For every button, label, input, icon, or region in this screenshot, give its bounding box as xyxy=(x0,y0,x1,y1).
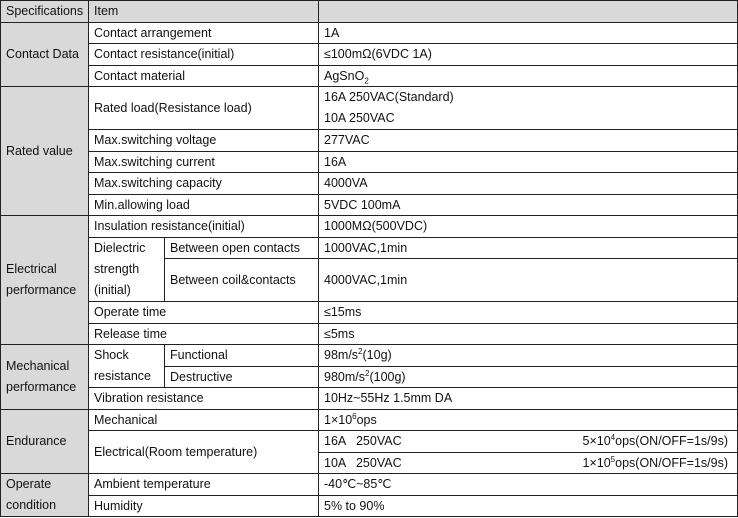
group-line: performance xyxy=(6,283,77,297)
superscript: 6 xyxy=(352,411,357,421)
value-text: 980m/s xyxy=(324,369,365,384)
endurance-line xyxy=(324,433,732,449)
table-row xyxy=(1,194,738,216)
life-pre: 5×10 xyxy=(582,434,611,449)
superscript: 4 xyxy=(610,433,616,443)
group-line: condition xyxy=(6,498,57,512)
table-row xyxy=(1,431,738,453)
table-row xyxy=(1,495,738,517)
item-cell: Max.switching capacity xyxy=(89,173,319,195)
table-row xyxy=(1,44,738,66)
value-cell xyxy=(319,452,738,474)
shock-resistance-label xyxy=(89,345,165,388)
table-row xyxy=(1,130,738,152)
value-cell: 4000VA xyxy=(319,173,738,195)
value-cell: ≤15ms xyxy=(319,302,738,324)
label-line: resistance xyxy=(94,369,151,383)
load-text: 10A 250VAC xyxy=(324,455,402,470)
header-value xyxy=(319,1,738,23)
value-cell: -40℃~85℃ xyxy=(319,474,738,496)
value-text: 1×10 xyxy=(324,412,353,427)
value-cell: ≤100mΩ(6VDC 1A) xyxy=(319,44,738,66)
value-cell: 10Hz~55Hz 1.5mm DA xyxy=(319,388,738,410)
table-row xyxy=(1,345,738,367)
subscript: 2 xyxy=(364,76,369,86)
table-row xyxy=(1,409,738,431)
value-cell xyxy=(319,366,738,388)
table-row xyxy=(1,216,738,238)
item-cell: Mechanical xyxy=(89,409,319,431)
value-cell: 5% to 90% xyxy=(319,495,738,517)
item-cell: Contact resistance(initial) xyxy=(89,44,319,66)
group-mechanical-performance xyxy=(1,345,89,410)
life-post: ops(ON/OFF=1s/9s) xyxy=(615,434,728,449)
group-operate-condition xyxy=(1,474,89,517)
value-cell: 1A xyxy=(319,22,738,44)
group-line: Mechanical xyxy=(6,358,70,373)
value-text: (100g) xyxy=(369,369,406,384)
label-line: (initial) xyxy=(94,282,131,297)
item-cell: Humidity xyxy=(89,495,319,517)
table-row xyxy=(1,65,738,87)
superscript: 2 xyxy=(365,368,370,378)
group-line: performance xyxy=(6,379,77,394)
group-line: Electrical xyxy=(6,262,57,276)
superscript: 2 xyxy=(358,347,363,357)
header-row xyxy=(1,1,738,23)
group-electrical-performance xyxy=(1,216,89,345)
value-cell xyxy=(319,345,738,367)
value-text: AgSnO xyxy=(324,68,365,83)
value-cell: 5VDC 100mA xyxy=(319,194,738,216)
item-cell: Max.switching voltage xyxy=(89,130,319,152)
value-text: ops xyxy=(356,412,377,427)
item-cell: Functional xyxy=(165,345,319,367)
table-row xyxy=(1,22,738,44)
value-line: 16A 250VAC(Standard) xyxy=(324,90,454,104)
value-cell: 4000VAC,1min xyxy=(319,259,738,302)
table-row xyxy=(1,173,738,195)
value-cell xyxy=(319,87,738,130)
table-row xyxy=(1,388,738,410)
load-text: 16A 250VAC xyxy=(324,434,402,449)
item-cell: Contact arrangement xyxy=(89,22,319,44)
table-row xyxy=(1,151,738,173)
group-contact-data: Contact Data xyxy=(1,22,89,87)
value-cell: 277VAC xyxy=(319,130,738,152)
table-row xyxy=(1,323,738,345)
endurance-line xyxy=(324,455,732,471)
item-cell: Ambient temperature xyxy=(89,474,319,496)
group-line: Operate xyxy=(6,477,52,491)
value-cell: 1000VAC,1min xyxy=(319,237,738,259)
label-line: Shock xyxy=(94,348,129,362)
life-pre: 1×10 xyxy=(582,455,611,470)
item-cell: Vibration resistance xyxy=(89,388,319,410)
label-line: strength xyxy=(94,261,140,276)
item-cell: Between coil&contacts xyxy=(165,259,319,302)
item-cell: Rated load(Resistance load) xyxy=(89,87,319,130)
item-cell: Between open contacts xyxy=(165,237,319,259)
table-row xyxy=(1,302,738,324)
table-row xyxy=(1,87,738,130)
item-cell: Max.switching current xyxy=(89,151,319,173)
table-row xyxy=(1,474,738,496)
header-specifications: Specifications xyxy=(1,1,89,23)
life-text xyxy=(583,455,728,471)
dielectric-strength-label xyxy=(89,237,165,302)
life-text xyxy=(583,433,728,449)
item-cell: Destructive xyxy=(165,366,319,388)
item-cell: Insulation resistance(initial) xyxy=(89,216,319,238)
group-endurance: Endurance xyxy=(1,409,89,474)
value-text: (10g) xyxy=(362,348,392,363)
item-cell: Release time xyxy=(89,323,319,345)
table-row xyxy=(1,237,738,259)
value-cell: 1000MΩ(500VDC) xyxy=(319,216,738,238)
item-cell: Min.allowing load xyxy=(89,194,319,216)
group-rated-value: Rated value xyxy=(1,87,89,216)
header-item: Item xyxy=(89,1,319,23)
superscript: 5 xyxy=(610,454,616,464)
item-cell: Electrical(Room temperature) xyxy=(89,431,319,474)
value-cell xyxy=(319,65,738,87)
value-cell: 16A xyxy=(319,151,738,173)
value-cell: ≤5ms xyxy=(319,323,738,345)
label-line: Dielectric xyxy=(94,240,146,255)
life-post: ops(ON/OFF=1s/9s) xyxy=(615,455,728,470)
item-cell: Contact material xyxy=(89,65,319,87)
value-line: 10A 250VAC xyxy=(324,111,395,125)
value-cell xyxy=(319,431,738,453)
value-cell xyxy=(319,409,738,431)
value-text: 98m/s xyxy=(324,348,359,363)
item-cell: Operate time xyxy=(89,302,319,324)
